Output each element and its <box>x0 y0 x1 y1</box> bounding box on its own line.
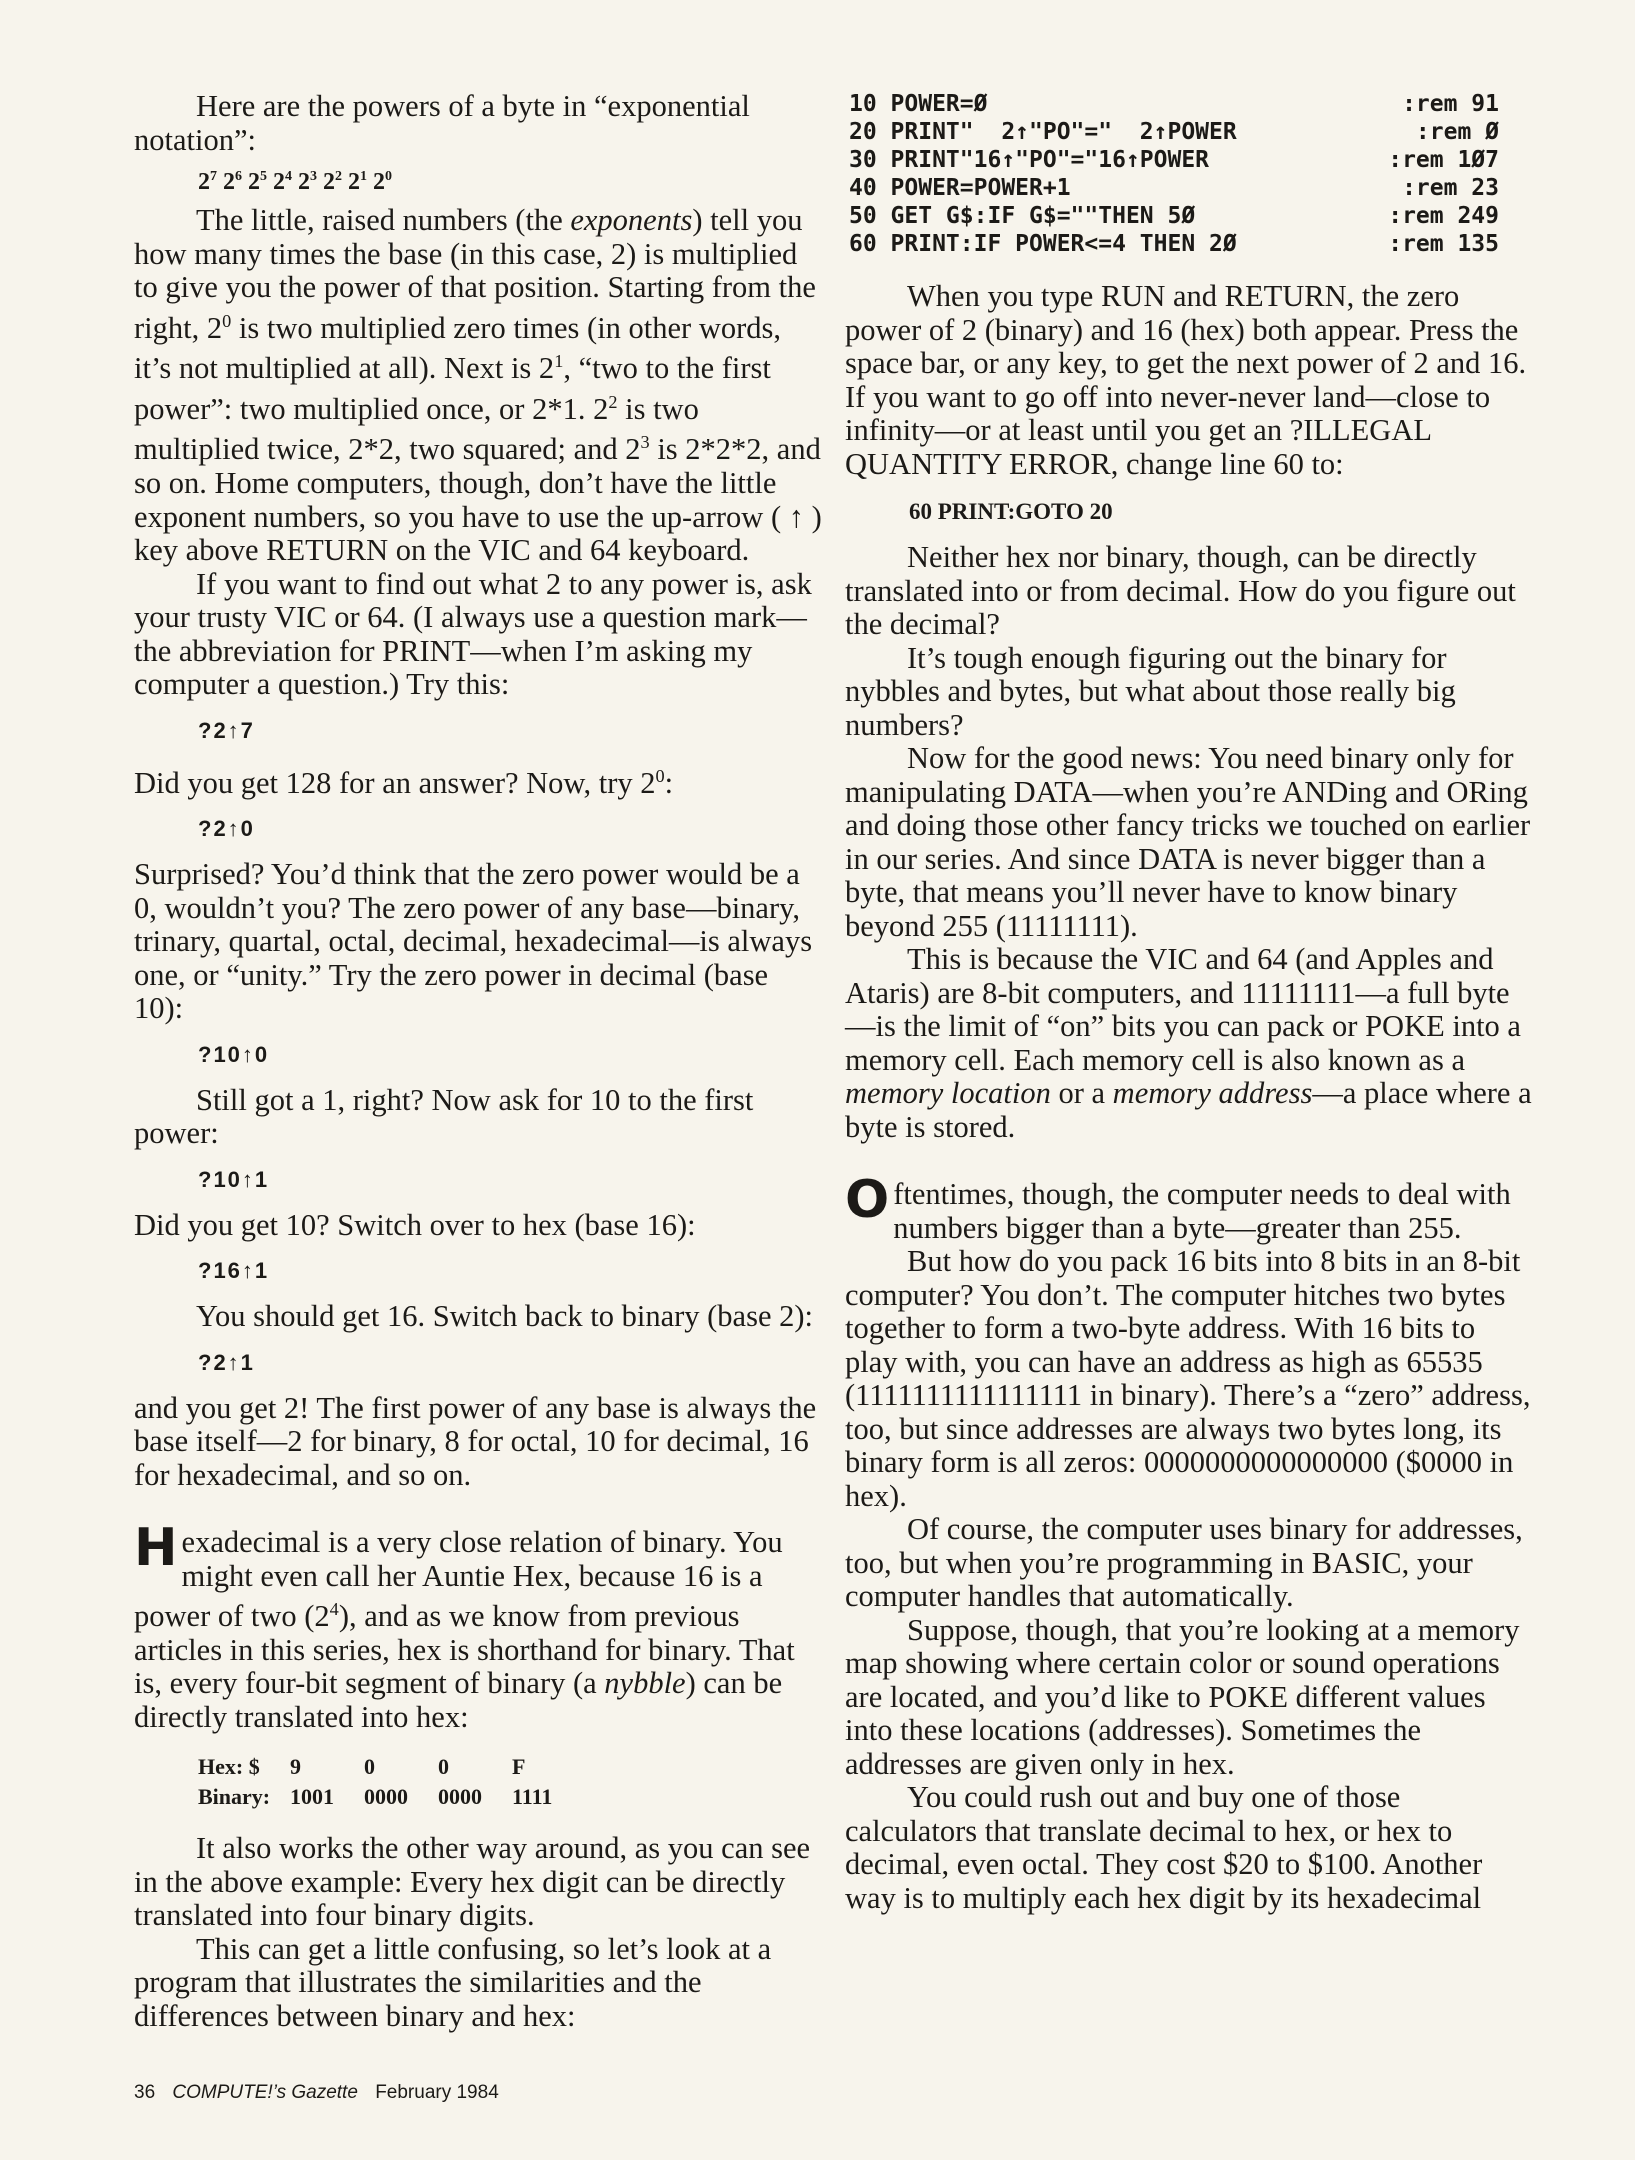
program-listing <box>849 90 1499 258</box>
page-number: 36 <box>134 2082 156 2103</box>
paragraph: Now for the good news: You need binary only for manipulating DATA—when you’re ANDing and ORing and doing those other fancy tricks we touched on earlier in our series. And since DATA is never bigger than a byte, that means you’ll never have to know binary beyond 255 (11111111). <box>845 741 1531 943</box>
paragraph: The little, raised numbers (the exponents) tell you how many times the base (in this case, 2) is multiplied to give you the power of that position. Starting from the right, $2^0$ is two multiplied zero times (in other words, it’s not multiplied at all). Next is $2^1$, “two to the first power”: two multiplied once, or 2*1. $2^2$ is two multiplied twice, 2*2, two squared; and $2^3$ is 2*2*2, and so on. Home computers, though, don’t have the little exponent numbers, so you have to use the up-arrow ( ↑ ) key above RETURN on the VIC and 64 keyboard. <box>134 203 822 568</box>
paragraph: This is because the VIC and 64 (and Apples and Ataris) are 8-bit computers, and 11111111—a full byte—is the limit of “on” bits you can pack or POKE into a memory cell. Each memory cell is also known as a memory location or a memory address—a place where a byte is stored. <box>845 942 1532 1144</box>
hex-binary-table: Hex: $ 9 0 0 F Binary: 1001 0000 0000 1111 <box>198 1754 553 1810</box>
code-example: ?2↑0 <box>198 816 255 842</box>
listing-line: 40 POWER=POWER+1 :rem 23 <box>849 175 1499 201</box>
paragraph: and you get 2! The first power of any base is always the base itself—2 for binary, 8 for octal, 10 for decimal, 16 for hexadecimal, and so on. <box>134 1390 817 1492</box>
section-paragraph: Oftentimes, though, the computer needs to deal with numbers bigger than a byte—greater than 255. <box>845 1170 1511 1245</box>
paragraph: Did you get 128 for an answer? Now, try $2^0$: <box>134 765 674 800</box>
listing-line: 10 POWER=Ø :rem 91 <box>849 91 1499 117</box>
paragraph: If you want to find out what 2 to any power is, ask your trusty VIC or 64. (I always use a question mark—the abbreviation for PRINT—when I’m asking my computer a question.) Try this: <box>134 566 812 702</box>
paragraph: It’s tough enough figuring out the binary for nybbles and bytes, but what about those really big numbers? <box>845 640 1456 742</box>
paragraph: Still got a 1, right? Now ask for 10 to the first power: <box>134 1082 754 1151</box>
paragraph: When you type RUN and RETURN, the zero power of 2 (binary) and 16 (hex) both appear. Press the space bar, or any key, to get the next power of 2 and 16. If you want to go off into never-never land—close to infinity—or at least until you get an ?ILLEGAL QUANTITY ERROR, change line 60 to: <box>845 279 1527 481</box>
paragraph: Here are the powers of a byte in “exponential notation”: <box>134 89 750 157</box>
paragraph: It also works the other way around, as you can see in the above example: Every hex digit can be directly translated into four binary digits. <box>134 1831 811 1933</box>
paragraph: You should get 16. Switch back to binary (base 2): <box>196 1299 813 1334</box>
code-example: ?10↑0 <box>198 1041 270 1067</box>
listing-line: 50 GET G$:IF G$=""THEN 5Ø :rem 249 <box>849 203 1499 229</box>
listing-line: 30 PRINT"16↑"PO"="16↑POWER :rem 1Ø7 <box>849 147 1499 173</box>
code-example: ?2↑7 <box>198 717 255 743</box>
powers-notation: $2^7$ $2^6$ $2^5$ $2^4$ $2^3$ $2^2$ $2^1$ $2^0$ <box>198 169 392 195</box>
paragraph: Suppose, though, that you’re looking at a memory map showing where certain color or sound operations are located, and you’d like to POKE different values into these locations (addresses). Sometimes the addresses are given only in hex. <box>845 1612 1520 1781</box>
section-paragraph: Hexadecimal is a very close relation of binary. You might even call her Auntie Hex, because 16 is a power of two $(2^4)$, and as we know from previous articles in this series, hex is shorthand for binary. That is, every four-bit segment of binary (a nybble) can be directly translated into hex: <box>134 1518 795 1734</box>
drop-cap: O <box>845 1170 890 1230</box>
right-column <box>845 90 1535 1915</box>
code-example: 60 PRINT:GOTO 20 <box>909 499 1113 524</box>
code-example: ?10↑1 <box>198 1166 270 1192</box>
listing-line: 20 PRINT" 2↑"PO"=" 2↑POWER :rem Ø <box>849 119 1499 145</box>
listing-line: 60 PRINT:IF POWER<=4 THEN 2Ø :rem 135 <box>849 231 1499 257</box>
paragraph: But how do you pack 16 bits into 8 bits in an 8-bit computer? You don’t. The computer hitches two bytes together to form a two-byte address. With 16 bits to play with, you can have an address as high as 65535 (1111111111111111 in binary). There’s a “zero” address, too, but since addresses are always two bytes long, its binary form is all zeros: 0000000000000000 ($0000 in hex). <box>845 1244 1531 1513</box>
paragraph: Of course, the computer uses binary for addresses, too, but when you’re programming in BASIC, your computer handles that automatically. <box>845 1512 1523 1613</box>
left-column <box>134 90 824 2033</box>
magazine-name: COMPUTE!’s Gazette <box>172 2082 358 2103</box>
drop-cap: H <box>134 1518 178 1579</box>
paragraph: Neither hex nor binary, though, can be directly translated into or from decimal. How do you figure out the decimal? <box>845 540 1516 641</box>
code-example: ?16↑1 <box>198 1258 270 1284</box>
paragraph: This can get a little confusing, so let’s look at a program that illustrates the similarities and the differences between binary and hex: <box>134 1931 772 2033</box>
issue-date: February 1984 <box>375 2082 499 2103</box>
paragraph: You could rush out and buy one of those calculators that translate decimal to hex, or hex to decimal, even octal. They cost $20 to $100. Another way is to multiply each hex digit by its hexadecimal <box>845 1780 1483 1915</box>
paragraph: Surprised? You’d think that the zero power would be a 0, wouldn’t you? The zero power of any base—binary, trinary, quartal, octal, decimal, hexadecimal—is always one, or “unity.” Try the zero power in decimal (base 10): <box>134 857 813 1026</box>
page-footer <box>134 2082 499 2104</box>
code-example: ?2↑1 <box>198 1349 255 1375</box>
paragraph: Did you get 10? Switch over to hex (base 16): <box>134 1207 696 1242</box>
